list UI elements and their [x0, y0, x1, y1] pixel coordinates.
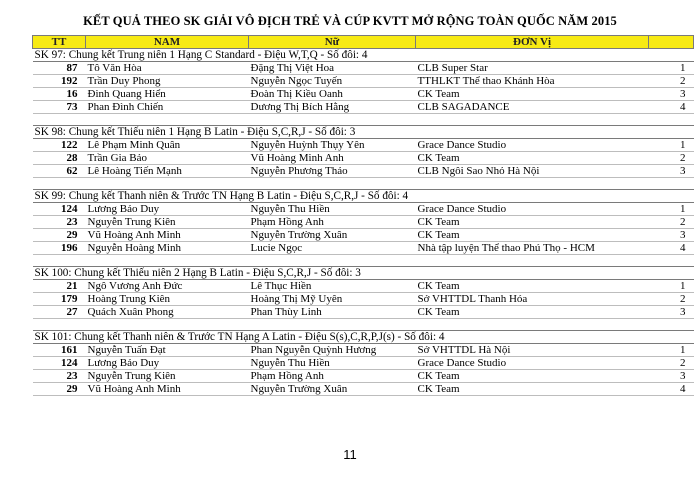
cell-nu: Dương Thị Bích Hằng: [249, 101, 416, 114]
cell-tt: 23: [33, 216, 86, 229]
cell-tt: 62: [33, 165, 86, 178]
table-row: [33, 152, 694, 165]
section-heading-row: [33, 126, 694, 139]
section-spacer: [33, 178, 694, 190]
cell-don-vi: CK Team: [416, 229, 649, 242]
header-nu: Nữ: [249, 36, 416, 49]
cell-rank: 4: [649, 383, 694, 396]
cell-rank: 1: [649, 62, 694, 75]
cell-nu: Nguyễn Thu Hiền: [249, 357, 416, 370]
table-header: [33, 36, 694, 49]
cell-nu: Nguyễn Phương Thảo: [249, 165, 416, 178]
cell-tt: 124: [33, 357, 86, 370]
cell-nam: Tô Văn Hòa: [86, 62, 249, 75]
cell-nu: Phạm Hồng Anh: [249, 370, 416, 383]
cell-nam: Nguyễn Hoàng Minh: [86, 242, 249, 255]
cell-nam: Nguyễn Trung Kiên: [86, 370, 249, 383]
cell-tt: 29: [33, 229, 86, 242]
cell-don-vi: CK Team: [416, 152, 649, 165]
cell-nu: Phạm Hồng Anh: [249, 216, 416, 229]
cell-nu: Nguyễn Ngọc Tuyến: [249, 75, 416, 88]
cell-nu: Lucie Ngọc: [249, 242, 416, 255]
cell-don-vi: CK Team: [416, 383, 649, 396]
header-nam: NAM: [86, 36, 249, 49]
table-row: [33, 75, 694, 88]
cell-tt: 161: [33, 344, 86, 357]
cell-nam: Vũ Hoàng Anh Minh: [86, 383, 249, 396]
cell-nam: Nguyễn Tuấn Đạt: [86, 344, 249, 357]
table-row: [33, 216, 694, 229]
cell-don-vi: CLB Ngôi Sao Nhỏ Hà Nội: [416, 165, 649, 178]
section-heading: SK 100: Chung kết Thiếu niên 2 Hạng B Latin - Điệu S,C,R,J - Số đôi: 3: [33, 267, 694, 280]
cell-nam: Lương Bảo Duy: [86, 357, 249, 370]
cell-tt: 192: [33, 75, 86, 88]
cell-don-vi: CLB SAGADANCE: [416, 101, 649, 114]
page-number: 11: [343, 447, 357, 462]
cell-tt: 73: [33, 101, 86, 114]
table-row: [33, 62, 694, 75]
section-heading: SK 97: Chung kết Trung niên 1 Hạng C Standard - Điệu W,T,Q - Số đôi: 4: [33, 49, 694, 62]
cell-don-vi: Sở VHTTDL Hà Nội: [416, 344, 649, 357]
cell-tt: 122: [33, 139, 86, 152]
cell-tt: 29: [33, 383, 86, 396]
table-row: [33, 293, 694, 306]
cell-don-vi: CK Team: [416, 216, 649, 229]
table-row: [33, 306, 694, 319]
results-table: [32, 35, 694, 396]
cell-nu: Phan Nguyễn Quỳnh Hương: [249, 344, 416, 357]
cell-rank: 2: [649, 293, 694, 306]
cell-tt: 179: [33, 293, 86, 306]
cell-don-vi: TTHLKT Thể thao Khánh Hòa: [416, 75, 649, 88]
section-heading-row: [33, 49, 694, 62]
cell-nam: Trần Gia Bảo: [86, 152, 249, 165]
section-spacer: [33, 319, 694, 331]
cell-don-vi: Grace Dance Studio: [416, 139, 649, 152]
cell-don-vi: CK Team: [416, 306, 649, 319]
cell-rank: 1: [649, 139, 694, 152]
cell-tt: 23: [33, 370, 86, 383]
table-row: [33, 280, 694, 293]
table-row: [33, 344, 694, 357]
cell-rank: 3: [649, 370, 694, 383]
cell-nam: Hoàng Trung Kiên: [86, 293, 249, 306]
cell-rank: 3: [649, 165, 694, 178]
table-row: [33, 370, 694, 383]
section-heading: SK 99: Chung kết Thanh niên & Trước TN Hạng B Latin - Điệu S,C,R,J - Số đôi: 4: [33, 190, 694, 203]
cell-rank: 3: [649, 229, 694, 242]
cell-rank: 2: [649, 75, 694, 88]
section-spacer: [33, 114, 694, 126]
cell-tt: 16: [33, 88, 86, 101]
cell-don-vi: Grace Dance Studio: [416, 357, 649, 370]
cell-nam: Trần Duy Phong: [86, 75, 249, 88]
cell-nam: Quách Xuân Phong: [86, 306, 249, 319]
cell-don-vi: CK Team: [416, 370, 649, 383]
spacer-cell: [33, 255, 694, 267]
cell-nam: Nguyễn Trung Kiên: [86, 216, 249, 229]
cell-nu: Nguyễn Huỳnh Thụy Yên: [249, 139, 416, 152]
table-row: [33, 88, 694, 101]
cell-nu: Phan Thùy Linh: [249, 306, 416, 319]
table-row: [33, 357, 694, 370]
table-body: [33, 49, 694, 396]
header-don-vi: ĐƠN Vị: [416, 36, 649, 49]
cell-don-vi: Grace Dance Studio: [416, 203, 649, 216]
cell-nam: Lê Hoàng Tiến Mạnh: [86, 165, 249, 178]
section-heading: SK 98: Chung kết Thiếu niên 1 Hạng B Latin - Điệu S,C,R,J - Số đôi: 3: [33, 126, 694, 139]
spacer-cell: [33, 319, 694, 331]
cell-rank: 1: [649, 280, 694, 293]
cell-rank: 2: [649, 152, 694, 165]
section-heading-row: [33, 331, 694, 344]
section-spacer: [33, 255, 694, 267]
cell-nu: Hoàng Thị Mỹ Uyên: [249, 293, 416, 306]
header-rank: [649, 36, 694, 49]
table-row: [33, 203, 694, 216]
cell-nu: Nguyễn Trường Xuân: [249, 229, 416, 242]
cell-don-vi: Sở VHTTDL Thanh Hóa: [416, 293, 649, 306]
cell-tt: 196: [33, 242, 86, 255]
cell-nam: Vũ Hoàng Anh Minh: [86, 229, 249, 242]
cell-tt: 27: [33, 306, 86, 319]
spacer-cell: [33, 178, 694, 190]
cell-nu: Lê Thục Hiền: [249, 280, 416, 293]
cell-nam: Phan Đình Chiến: [86, 101, 249, 114]
cell-don-vi: CK Team: [416, 88, 649, 101]
cell-nu: Vũ Hoàng Minh Anh: [249, 152, 416, 165]
header-tt: TT: [33, 36, 86, 49]
cell-tt: 87: [33, 62, 86, 75]
cell-don-vi: Nhà tập luyện Thể thao Phú Thọ - HCM: [416, 242, 649, 255]
spacer-cell: [33, 114, 694, 126]
cell-tt: 28: [33, 152, 86, 165]
section-heading: SK 101: Chung kết Thanh niên & Trước TN Hạng A Latin - Điệu S(s),C,R,P,J(s) - Số đôi: 4: [33, 331, 694, 344]
cell-rank: 1: [649, 344, 694, 357]
cell-don-vi: CK Team: [416, 280, 649, 293]
cell-nu: Đặng Thị Việt Hoa: [249, 62, 416, 75]
cell-rank: 2: [649, 216, 694, 229]
table-row: [33, 242, 694, 255]
cell-rank: 2: [649, 357, 694, 370]
cell-nam: Lê Phạm Minh Quân: [86, 139, 249, 152]
section-heading-row: [33, 190, 694, 203]
cell-rank: 4: [649, 101, 694, 114]
cell-nu: Nguyễn Trường Xuân: [249, 383, 416, 396]
table-row: [33, 101, 694, 114]
table-row: [33, 165, 694, 178]
cell-nam: Ngô Vương Anh Đức: [86, 280, 249, 293]
table-row: [33, 229, 694, 242]
cell-rank: 3: [649, 88, 694, 101]
table-row: [33, 383, 694, 396]
cell-tt: 124: [33, 203, 86, 216]
table-row: [33, 139, 694, 152]
cell-nam: Lương Bảo Duy: [86, 203, 249, 216]
cell-don-vi: CLB Super Star: [416, 62, 649, 75]
section-heading-row: [33, 267, 694, 280]
cell-rank: 3: [649, 306, 694, 319]
cell-rank: 4: [649, 242, 694, 255]
cell-nu: Nguyễn Thu Hiền: [249, 203, 416, 216]
cell-nu: Đoàn Thị Kiều Oanh: [249, 88, 416, 101]
cell-tt: 21: [33, 280, 86, 293]
cell-nam: Đinh Quang Hiển: [86, 88, 249, 101]
cell-rank: 1: [649, 203, 694, 216]
page-title: KẾT QUẢ THEO SK GIẢI VÔ ĐỊCH TRẺ VÀ CÚP KVTT MỞ RỘNG TOÀN QUỐC NĂM 2015: [83, 14, 617, 28]
